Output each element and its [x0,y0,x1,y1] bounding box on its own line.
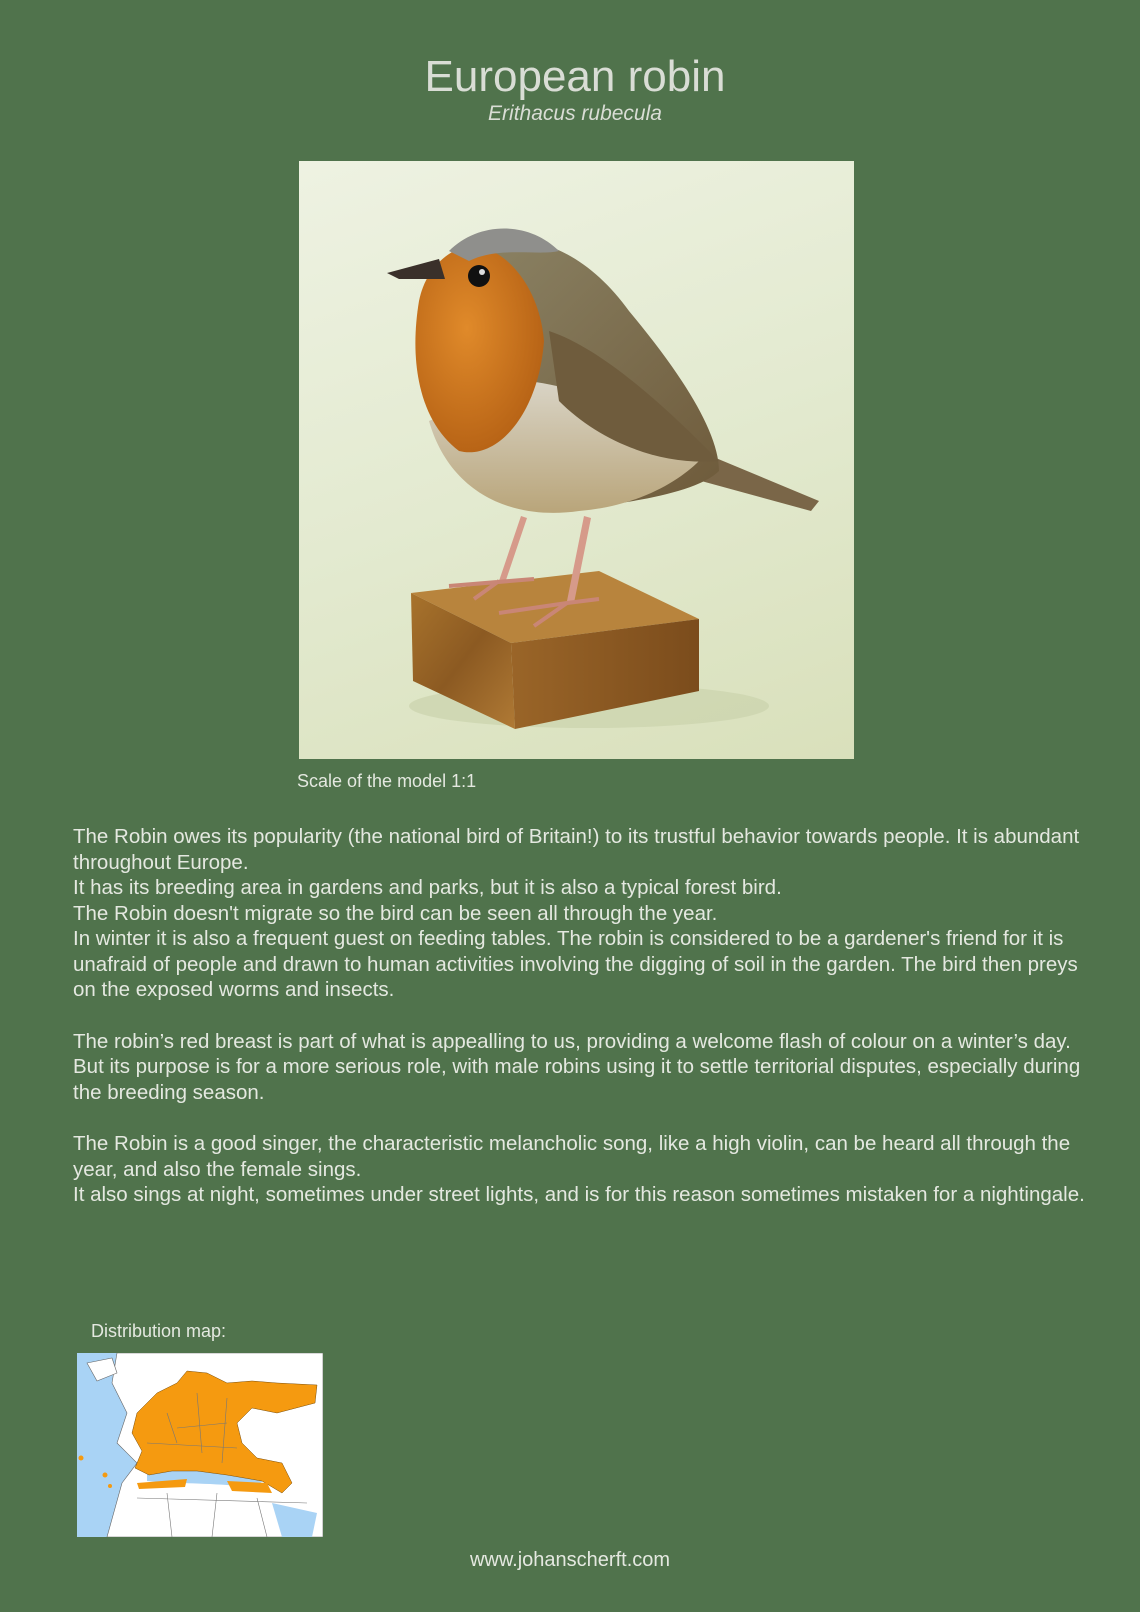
text-line: It has its breeding area in gardens and parks, but it is also a typical forest bird. [73,876,782,899]
robin-illustration [299,161,854,759]
scientific-name: Erithacus rubecula [488,102,662,125]
text-line: In winter it is also a frequent guest on feeding tables. The robin is considered to be a gardener's friend for it is unafraid of people and drawn to human activities involving the digging of soil in the garden. The bird then preys on the exposed worms and insects. [73,927,1078,1001]
text-line: The Robin owes its popularity (the national bird of Britain!) to its trustful behavior towards people. It is abundant throughout Europe. [73,825,1080,874]
distribution-map [77,1353,323,1537]
page-title: European robin [424,52,726,101]
website-url[interactable]: www.johanscherft.com [469,1549,671,1571]
text-line: The Robin doesn't migrate so the bird can be seen all through the year. [73,901,718,925]
text-line: It also sings at night, sometimes under street lights, and is for this reason sometimes mistaken for a nightingale. [73,1183,1085,1206]
paragraph-popularity [73,824,1093,1003]
distribution-map-graphic [77,1353,323,1537]
text-line: The Robin is a good singer, the characteristic melancholic song, like a high violin, can be heard all through the year, and also the female sings. [73,1132,1071,1181]
paragraph-red-breast [73,1029,1093,1106]
robin-model-photo [299,161,854,759]
distribution-map-label: Distribution map: [91,1321,227,1341]
text-line: The robin’s red breast is part of what is appealling to us, providing a welcome flash of colour on a winter’s day. [73,1029,1071,1053]
paragraph-song [73,1131,1093,1208]
photo-caption: Scale of the model 1:1 [297,771,477,791]
text-line: But its purpose is for a more serious role, with male robins using it to settle territorial disputes, especially during the breeding season. [73,1055,1081,1104]
article-body [73,824,1093,1234]
